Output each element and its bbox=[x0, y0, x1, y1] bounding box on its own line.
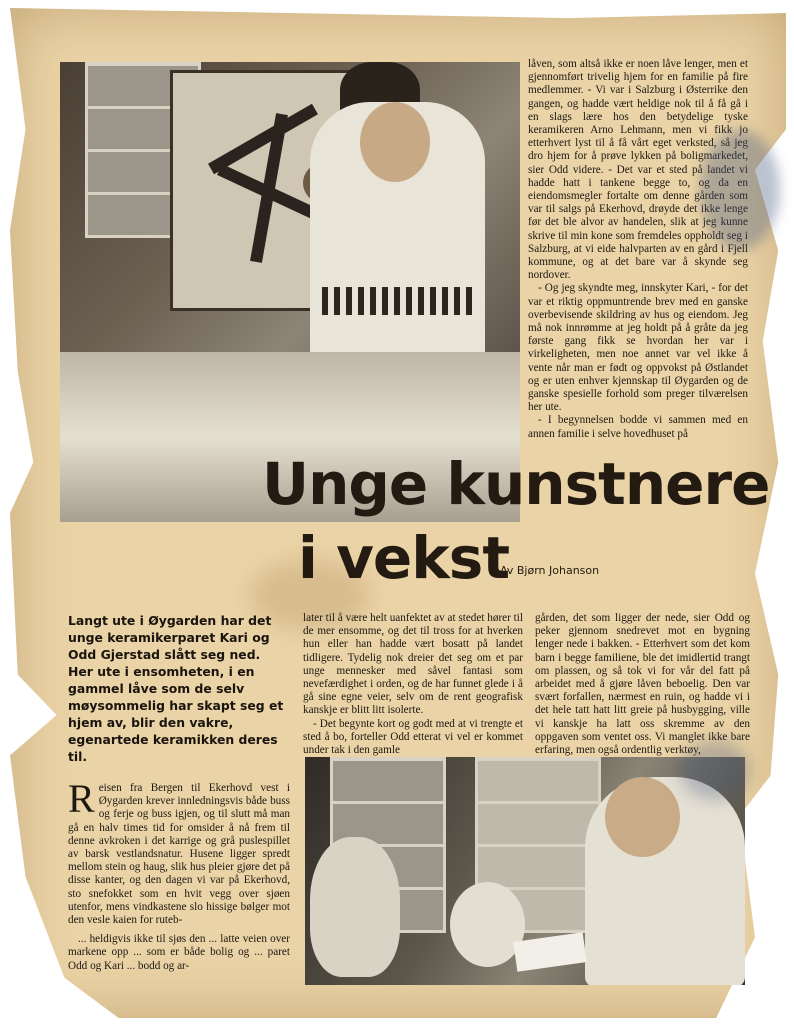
ink-stain bbox=[680, 740, 750, 800]
paragraph: låven, som altså ikke er noen låve lenger, men et gjennomført trivelig hjem for en familie på fire medlemmer. - Vi var i Salzburg i Østerrike den gangen, og hadde vært heldige nok til å få gå i en slags lære hos den betydelige tyske keramikeren Arno Lehmann, men vi fikk jo etterhvert lyst til å få vårt eget verksted, så jeg dro hjem for å prøve lykken på boligmarkedet, sier Odd videre. - Det var et sted på landet vi hadde hatt i tankene begge to, og da en eiendomsmegler fortalte om denne gården som var til salgs på Ekerhovd, drøyde det ikke lenge før det ble alvor av handelen, slik at jeg kunne skrive til min kone som fremdeles oppholdt seg i Salzburg, at vi eide halvparten av en gård i Fjell kommune, og at det bare var å skynde seg nordover. bbox=[528, 58, 748, 282]
paragraph: ... heldigvis ikke til sjøs den ... latte veien over markene opp ... som er både bolig og ... paret Odd og Kari ... bodd og ar- bbox=[68, 933, 290, 972]
paragraph: - Det begynte kort og godt med at vi trengte et sted å bo, forteller Odd etterat vi vel er kommet under tak i den gamle bbox=[303, 717, 523, 757]
article-column-right bbox=[528, 58, 748, 441]
photo-ceramic-pot bbox=[450, 882, 525, 967]
paragraph: - Og jeg skyndte meg, innskyter Kari, - for det var et riktig oppmuntrende brev med en ganske overbevisende skildring av hus og eiendom. Jeg må nok innrømme at jeg holdt på å gråte da jeg første gang fikk se hvordan her var i virkeligheten, men noe annet var vel ikke å vente når man er født og oppvokst på Østlandet og er uten enhver kjennskap til Øygarden og de ganske spesielle forhold som preger tilværelsen her ute. bbox=[528, 282, 748, 414]
headline-line-1: Unge kunstnere bbox=[262, 450, 770, 518]
paragraph: later til å være helt uanfektet av at stedet hører til de mer ensomme, og det til tross for at hverken hun eller han hadde vært bosatt på landet tidligere. Tydelig nok dreier det seg om et par unge mennesker med såvel fantasi som nevefærdighet i orden, og de har funnet glede i å gå sine egne veier, selv om de rent geografisk kanskje er blitt litt isolerte. bbox=[303, 612, 523, 717]
photo-paper-sheet bbox=[513, 932, 586, 971]
photo-man-head bbox=[605, 777, 680, 857]
photo-woman-head bbox=[360, 102, 430, 182]
article-intro bbox=[68, 612, 293, 765]
article-column-left bbox=[68, 776, 290, 973]
paragraph bbox=[68, 776, 290, 927]
paragraph-text: eisen fra Bergen til Ekerhovd vest i Øygarden krever innledningsvis både buss og ferje og buss igjen, og til slutt må man gå en halv times tid for omsider å nå frem til denne avkroken i det karrige og grå puslespillet av barsk vestlandsnatur. Husene ligger spredt mellom stein og haug, slik hus pleier gjøre det på disse kanter, og den dagen vi var på Ekerhovd, sto snefokket som en hvit vegg over sjøen utenfor, mens vindkastene slo hissige bølger mot den vesle kaien for ruteb- bbox=[68, 782, 290, 927]
photo-sweater-pattern bbox=[322, 287, 472, 315]
photo-ceramic-vase bbox=[310, 837, 400, 977]
headline-line-2: i vekst bbox=[298, 524, 510, 592]
article-column-middle-2 bbox=[535, 612, 750, 757]
drop-cap: R bbox=[68, 776, 95, 821]
ink-stain bbox=[700, 130, 780, 250]
photo-potter-at-desk bbox=[305, 757, 745, 985]
byline: Av Bjørn Johanson bbox=[500, 564, 600, 577]
intro-paragraph: Langt ute i Øygarden har det unge keramikerparet Kari og Odd Gjerstad slått seg ned. bbox=[68, 613, 272, 662]
article-column-middle bbox=[303, 612, 523, 757]
intro-paragraph: Her ute i ensomheten, i en gammel låve som de selv møysommelig har skapt seg et hjem av, blir den vakre, egenartede keramikken deres til. bbox=[68, 664, 284, 764]
paragraph: gården, det som ligger der nede, sier Odd og peker gjennom snedrevet mot en bygning lenger nede i bakken. - Etterhvert som det kom barn i begge familiene, ble det imidlertid trangt om plassen, og så tok vi for vår del fatt på arbeidet med å gjøre låven beboelig. Den var svært forfallen, nærmest en ruin, og hadde vi i det hele tatt hatt litt greie på husbygging, ville vi kanskje ha latt oss skremme av den oppgaven som ventet oss. Vi manglet ikke bare erfaring, men også ordentlig verktøy, bbox=[535, 612, 750, 757]
paragraph: - I begynnelsen bodde vi sammen med en annen familie i selve hovedhuset på bbox=[528, 414, 748, 440]
